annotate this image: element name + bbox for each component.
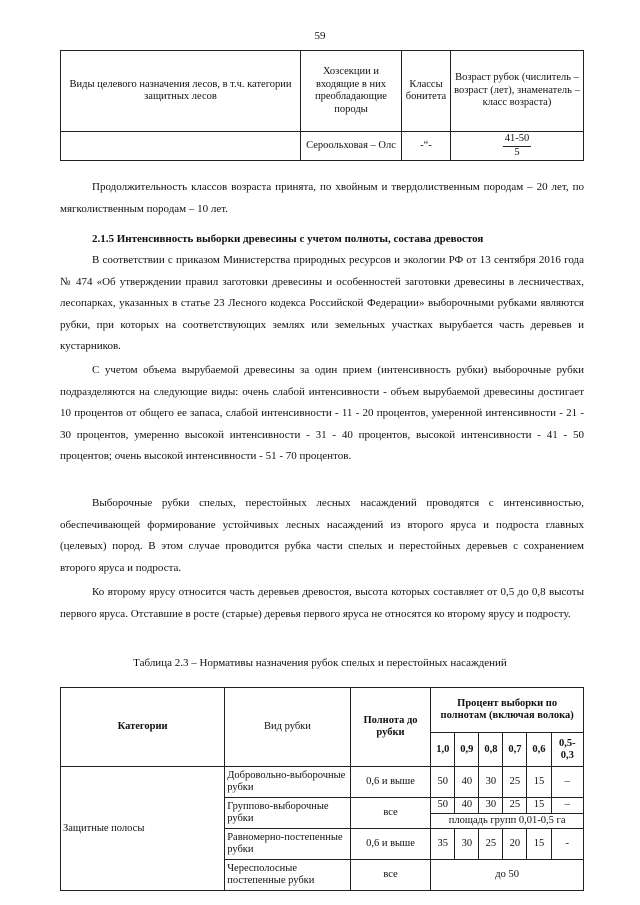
cell-value: 25 [503,767,527,798]
paragraph-intensity: С учетом объема вырубаемой древесины за один прием (интенсивность рубки) выборочные рубки подразделяются на следующие виды: очень слабой интенсивности - объем вырубаемой древесины достигает 10 процентов от общего ее запаса, слабой интенсивности - 11 - 20 процентов, умеренной интенсивности - 21 - 30 процентов, умеренно высокой интенсивности - 31 - 40 процентов, высокой интенсивности - 41 - 50 процентов; очень высокой интенсивности - 51 - 70 процентов. [60,364,584,462]
cell-value: – [551,798,584,814]
table-row [61,132,584,161]
cell-type: Равномерно-постепенные рубки [225,829,351,860]
cell-merged-value: до 50 [431,860,584,891]
header-percent: Процент выборки по полнотам (включая волока) [431,688,584,733]
cell-density: 0,6 и выше [350,829,431,860]
cell-type: Чересполосные постепенные рубки [225,860,351,891]
header-type: Вид рубки [225,688,351,767]
cell-value: 15 [527,767,551,798]
section-heading: 2.1.5 Интенсивность выборки древесины с учетом полноты, состава древостоя [92,233,484,245]
cell-class: -“- [402,132,451,161]
cell-value: 30 [455,829,479,860]
paragraph-second-tier: Ко второму ярусу относится часть деревьев древостоя, высота которых составляет от 0,5 до 0,8 высоты первого яруса. Отставшие в росте (старые) деревья первого яруса не относятся ко второму ярусу и подросту. [60,586,584,620]
density-col: 0,7 [503,733,527,767]
age-denominator: 5 [514,146,520,158]
cell-value: 25 [479,829,503,860]
age-table [60,50,584,161]
header-age: Возраст рубок (числитель – возраст (лет), знаменатель – класс возраста) [451,51,584,132]
header-category: Категории [61,688,225,767]
density-col: 0,9 [455,733,479,767]
cell-value: 40 [455,767,479,798]
table-header-row [61,688,584,733]
header-purpose: Виды целевого назначения лесов, в т.ч. категории защитных лесов [61,51,301,132]
paragraph-selective-cuts: Выборочные рубки спелых, перестойных лесных насаждений проводятся с интенсивностью, обеспечивающей формирование устойчивых лесных насаждений из второго яруса и подроста главных (целевых) пород. В этом случае проводится рубка части спелых и перестойных деревьев с сохранением второго яруса и подроста. [60,497,584,574]
cell-value: 20 [503,829,527,860]
cell-type: Группово-выборочные рубки [225,798,351,829]
cell-value: 25 [503,798,527,814]
cell-density: все [350,798,431,829]
table-row [61,767,584,798]
cell-density: все [350,860,431,891]
cell-note: площадь групп 0,01-0,5 га [431,813,584,829]
cell-age [451,132,584,161]
cell-value: 30 [479,767,503,798]
density-col: 1,0 [431,733,455,767]
page-number: 59 [314,30,326,42]
cell-purpose [61,132,301,161]
header-class: Классы бонитета [402,51,451,132]
cell-density: 0,6 и выше [350,767,431,798]
age-numerator: 41-50 [503,133,532,147]
cell-value: 15 [527,829,551,860]
cell-section: Сероольховая – Олс [301,132,402,161]
density-col: 0,8 [479,733,503,767]
cell-type: Добровольно-выборочные рубки [225,767,351,798]
age-fraction [503,133,532,159]
table-header-row [61,51,584,132]
density-col: 0,5-0,3 [551,733,584,767]
norm-table [60,687,584,891]
paragraph-age-classes: Продолжительность классов возраста принята, по хвойным и твердолиственным породам – 20 лет, по мягколиственным породам – 10 лет. [60,181,584,215]
cell-value: 40 [455,798,479,814]
header-section: Хозсекции и входящие в них преобладающие породы [301,51,402,132]
table-caption: Таблица 2.3 – Нормативы назначения рубок спелых и перестойных насаждений [133,657,507,669]
cell-value: 15 [527,798,551,814]
cell-value: 50 [431,798,455,814]
paragraph-order: В соответствии с приказом Министерства природных ресурсов и экологии РФ от 13 сентября 2016 года № 474 «Об утверждении правил заготовки древесины и особенностей заготовки древесины в лесничествах, лесопарках, указанных в статье 23 Лесного кодекса Российской Федерации» выборочными рубками являются рубки, при которых на соответствующих землях или земельных участках вырубается часть деревьев и кустарников. [60,254,584,352]
cell-category: Защитные полосы [61,767,225,891]
header-density: Полнота до рубки [350,688,431,767]
density-col: 0,6 [527,733,551,767]
cell-value: - [551,829,584,860]
cell-value: 30 [479,798,503,814]
cell-value: – [551,767,584,798]
cell-value: 35 [431,829,455,860]
cell-value: 50 [431,767,455,798]
